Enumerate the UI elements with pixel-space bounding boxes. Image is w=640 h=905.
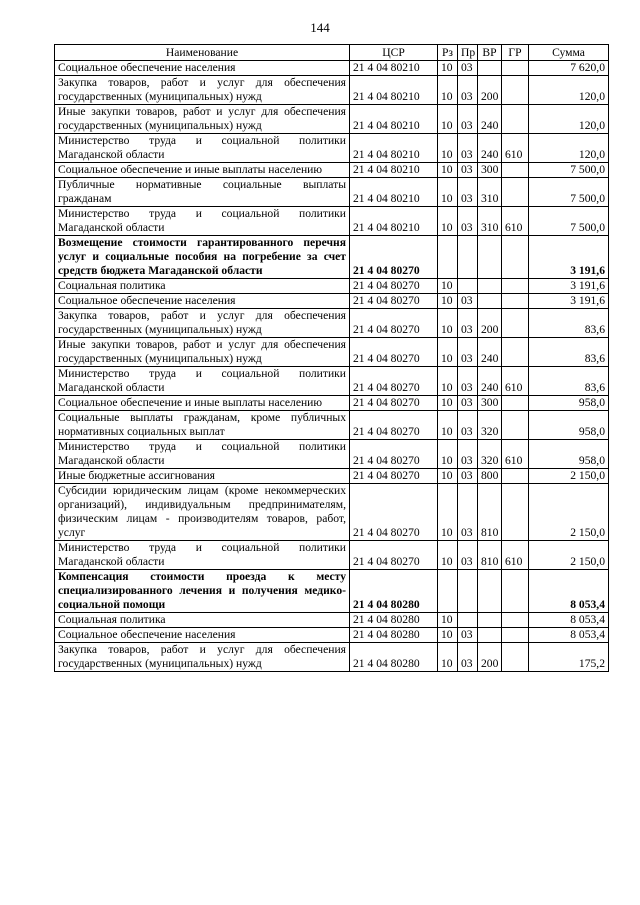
cell-rz: 10 bbox=[438, 411, 458, 440]
page-number: 144 bbox=[310, 20, 330, 35]
cell-rz: 10 bbox=[438, 338, 458, 367]
cell-rz: 10 bbox=[438, 396, 458, 411]
cell-code: 21 4 04 80270 bbox=[350, 338, 438, 367]
cell-name: Закупка товаров, работ и услуг для обеспечения государственных (муниципальных) нужд bbox=[55, 76, 350, 105]
cell-gr bbox=[502, 309, 529, 338]
cell-sum: 7 620,0 bbox=[529, 61, 609, 76]
cell-sum: 3 191,6 bbox=[529, 294, 609, 309]
cell-vr: 200 bbox=[478, 309, 502, 338]
table-row bbox=[55, 294, 609, 309]
cell-vr: 200 bbox=[478, 76, 502, 105]
cell-sum: 83,6 bbox=[529, 338, 609, 367]
cell-name: Социальное обеспечение и иные выплаты населению bbox=[55, 163, 350, 178]
cell-pr: 03 bbox=[458, 61, 478, 76]
cell-sum: 3 191,6 bbox=[529, 279, 609, 294]
table-row bbox=[55, 411, 609, 440]
cell-name: Министерство труда и социальной политики Магаданской области bbox=[55, 207, 350, 236]
cell-sum: 8 053,4 bbox=[529, 628, 609, 643]
cell-name: Социальные выплаты гражданам, кроме публичных нормативных социальных выплат bbox=[55, 411, 350, 440]
cell-name: Социальное обеспечение населения bbox=[55, 628, 350, 643]
cell-sum: 2 150,0 bbox=[529, 469, 609, 484]
cell-name: Субсидии юридическим лицам (кроме некоммерческих организаций), индивидуальным предпринимателям, физическим лицам - производителям товаров, работ, услуг bbox=[55, 484, 350, 541]
cell-pr: 03 bbox=[458, 207, 478, 236]
cell-vr: 800 bbox=[478, 469, 502, 484]
cell-name: Министерство труда и социальной политики Магаданской области bbox=[55, 367, 350, 396]
cell-code: 21 4 04 80270 bbox=[350, 294, 438, 309]
cell-sum: 120,0 bbox=[529, 76, 609, 105]
cell-code: 21 4 04 80210 bbox=[350, 207, 438, 236]
cell-pr: 03 bbox=[458, 411, 478, 440]
cell-name: Министерство труда и социальной политики Магаданской области bbox=[55, 134, 350, 163]
cell-gr bbox=[502, 411, 529, 440]
cell-pr: 03 bbox=[458, 541, 478, 570]
table-row bbox=[55, 643, 609, 672]
cell-vr: 310 bbox=[478, 207, 502, 236]
cell-vr: 320 bbox=[478, 411, 502, 440]
table-row bbox=[55, 367, 609, 396]
cell-vr bbox=[478, 570, 502, 613]
cell-name: Министерство труда и социальной политики Магаданской области bbox=[55, 541, 350, 570]
cell-gr bbox=[502, 76, 529, 105]
cell-name: Возмещение стоимости гарантированного перечня услуг и социальные пособия на погребение за счет средств бюджета Магаданской области bbox=[55, 236, 350, 279]
cell-vr: 320 bbox=[478, 440, 502, 469]
cell-code: 21 4 04 80210 bbox=[350, 76, 438, 105]
cell-gr bbox=[502, 643, 529, 672]
cell-rz: 10 bbox=[438, 207, 458, 236]
header-rz: Рз bbox=[438, 45, 458, 61]
cell-pr bbox=[458, 570, 478, 613]
cell-pr: 03 bbox=[458, 440, 478, 469]
header-vr: ВР bbox=[478, 45, 502, 61]
cell-code: 21 4 04 80270 bbox=[350, 440, 438, 469]
cell-sum: 120,0 bbox=[529, 105, 609, 134]
table-row bbox=[55, 279, 609, 294]
cell-code: 21 4 04 80270 bbox=[350, 484, 438, 541]
cell-code: 21 4 04 80270 bbox=[350, 309, 438, 338]
cell-vr bbox=[478, 61, 502, 76]
cell-vr bbox=[478, 279, 502, 294]
cell-rz: 10 bbox=[438, 279, 458, 294]
cell-gr: 610 bbox=[502, 367, 529, 396]
cell-rz: 10 bbox=[438, 440, 458, 469]
cell-pr: 03 bbox=[458, 396, 478, 411]
cell-gr: 610 bbox=[502, 207, 529, 236]
cell-rz: 10 bbox=[438, 367, 458, 396]
cell-rz bbox=[438, 570, 458, 613]
cell-gr bbox=[502, 61, 529, 76]
table-row bbox=[55, 163, 609, 178]
cell-pr: 03 bbox=[458, 105, 478, 134]
cell-vr bbox=[478, 236, 502, 279]
cell-pr bbox=[458, 279, 478, 294]
cell-vr bbox=[478, 294, 502, 309]
cell-name: Социальное обеспечение населения bbox=[55, 294, 350, 309]
cell-rz: 10 bbox=[438, 628, 458, 643]
cell-vr: 240 bbox=[478, 134, 502, 163]
cell-sum: 958,0 bbox=[529, 411, 609, 440]
cell-name: Социальная политика bbox=[55, 613, 350, 628]
cell-code: 21 4 04 80210 bbox=[350, 163, 438, 178]
cell-sum: 3 191,6 bbox=[529, 236, 609, 279]
header-name: Наименование bbox=[55, 45, 350, 61]
table-row bbox=[55, 440, 609, 469]
cell-pr bbox=[458, 613, 478, 628]
cell-gr bbox=[502, 469, 529, 484]
cell-rz: 10 bbox=[438, 541, 458, 570]
cell-code: 21 4 04 80270 bbox=[350, 279, 438, 294]
cell-sum: 958,0 bbox=[529, 440, 609, 469]
cell-vr: 200 bbox=[478, 643, 502, 672]
cell-code: 21 4 04 80210 bbox=[350, 134, 438, 163]
cell-sum: 83,6 bbox=[529, 309, 609, 338]
cell-vr: 240 bbox=[478, 338, 502, 367]
cell-name: Иные закупки товаров, работ и услуг для обеспечения государственных (муниципальных) нужд bbox=[55, 105, 350, 134]
cell-gr bbox=[502, 279, 529, 294]
cell-sum: 7 500,0 bbox=[529, 207, 609, 236]
cell-sum: 7 500,0 bbox=[529, 163, 609, 178]
cell-pr: 03 bbox=[458, 134, 478, 163]
table-row bbox=[55, 309, 609, 338]
table-row bbox=[55, 207, 609, 236]
cell-rz: 10 bbox=[438, 76, 458, 105]
cell-code: 21 4 04 80280 bbox=[350, 570, 438, 613]
cell-rz: 10 bbox=[438, 134, 458, 163]
table-row bbox=[55, 613, 609, 628]
header-sum: Сумма bbox=[529, 45, 609, 61]
cell-gr bbox=[502, 178, 529, 207]
cell-vr: 240 bbox=[478, 367, 502, 396]
cell-rz: 10 bbox=[438, 643, 458, 672]
cell-code: 21 4 04 80280 bbox=[350, 643, 438, 672]
cell-name: Министерство труда и социальной политики Магаданской области bbox=[55, 440, 350, 469]
cell-rz bbox=[438, 236, 458, 279]
table-row bbox=[55, 484, 609, 541]
table-row bbox=[55, 178, 609, 207]
table-row bbox=[55, 570, 609, 613]
cell-pr: 03 bbox=[458, 163, 478, 178]
cell-name: Закупка товаров, работ и услуг для обеспечения государственных (муниципальных) нужд bbox=[55, 643, 350, 672]
table-header-row bbox=[55, 45, 609, 61]
cell-code: 21 4 04 80280 bbox=[350, 613, 438, 628]
cell-gr bbox=[502, 294, 529, 309]
cell-gr bbox=[502, 396, 529, 411]
cell-code: 21 4 04 80270 bbox=[350, 396, 438, 411]
header-pr: Пр bbox=[458, 45, 478, 61]
cell-pr: 03 bbox=[458, 628, 478, 643]
cell-gr bbox=[502, 484, 529, 541]
cell-sum: 8 053,4 bbox=[529, 570, 609, 613]
header-gr: ГР bbox=[502, 45, 529, 61]
cell-sum: 83,6 bbox=[529, 367, 609, 396]
cell-sum: 120,0 bbox=[529, 134, 609, 163]
header-code: ЦСР bbox=[350, 45, 438, 61]
cell-code: 21 4 04 80210 bbox=[350, 61, 438, 76]
cell-gr: 610 bbox=[502, 541, 529, 570]
cell-pr: 03 bbox=[458, 338, 478, 367]
cell-gr bbox=[502, 163, 529, 178]
cell-gr bbox=[502, 570, 529, 613]
cell-sum: 175,2 bbox=[529, 643, 609, 672]
cell-sum: 7 500,0 bbox=[529, 178, 609, 207]
cell-code: 21 4 04 80270 bbox=[350, 236, 438, 279]
cell-rz: 10 bbox=[438, 294, 458, 309]
cell-gr bbox=[502, 613, 529, 628]
cell-pr: 03 bbox=[458, 178, 478, 207]
cell-code: 21 4 04 80210 bbox=[350, 105, 438, 134]
cell-rz: 10 bbox=[438, 105, 458, 134]
cell-name: Социальное обеспечение и иные выплаты населению bbox=[55, 396, 350, 411]
table-row bbox=[55, 541, 609, 570]
cell-code: 21 4 04 80270 bbox=[350, 411, 438, 440]
cell-sum: 2 150,0 bbox=[529, 484, 609, 541]
cell-sum: 2 150,0 bbox=[529, 541, 609, 570]
cell-code: 21 4 04 80210 bbox=[350, 178, 438, 207]
cell-pr bbox=[458, 236, 478, 279]
cell-pr: 03 bbox=[458, 367, 478, 396]
table-row bbox=[55, 134, 609, 163]
cell-name: Публичные нормативные социальные выплаты гражданам bbox=[55, 178, 350, 207]
cell-rz: 10 bbox=[438, 613, 458, 628]
cell-rz: 10 bbox=[438, 309, 458, 338]
table-row bbox=[55, 105, 609, 134]
cell-gr bbox=[502, 105, 529, 134]
cell-vr bbox=[478, 628, 502, 643]
cell-rz: 10 bbox=[438, 469, 458, 484]
cell-rz: 10 bbox=[438, 484, 458, 541]
cell-gr: 610 bbox=[502, 134, 529, 163]
cell-pr: 03 bbox=[458, 469, 478, 484]
table-row bbox=[55, 76, 609, 105]
cell-gr bbox=[502, 236, 529, 279]
cell-name: Социальная политика bbox=[55, 279, 350, 294]
table-row bbox=[55, 61, 609, 76]
table-row bbox=[55, 236, 609, 279]
cell-vr: 240 bbox=[478, 105, 502, 134]
table-row bbox=[55, 396, 609, 411]
cell-vr: 810 bbox=[478, 541, 502, 570]
cell-gr: 610 bbox=[502, 440, 529, 469]
cell-sum: 8 053,4 bbox=[529, 613, 609, 628]
cell-name: Компенсация стоимости проезда к месту специализированного лечения и получения медико-социальной помощи bbox=[55, 570, 350, 613]
cell-name: Иные бюджетные ассигнования bbox=[55, 469, 350, 484]
cell-pr: 03 bbox=[458, 294, 478, 309]
cell-pr: 03 bbox=[458, 309, 478, 338]
cell-rz: 10 bbox=[438, 178, 458, 207]
cell-code: 21 4 04 80270 bbox=[350, 541, 438, 570]
cell-pr: 03 bbox=[458, 643, 478, 672]
table-body bbox=[55, 61, 609, 672]
cell-name: Иные закупки товаров, работ и услуг для обеспечения государственных (муниципальных) нужд bbox=[55, 338, 350, 367]
cell-code: 21 4 04 80270 bbox=[350, 367, 438, 396]
cell-pr: 03 bbox=[458, 76, 478, 105]
cell-vr bbox=[478, 613, 502, 628]
cell-rz: 10 bbox=[438, 163, 458, 178]
cell-gr bbox=[502, 338, 529, 367]
cell-vr: 300 bbox=[478, 396, 502, 411]
cell-vr: 300 bbox=[478, 163, 502, 178]
cell-vr: 310 bbox=[478, 178, 502, 207]
cell-code: 21 4 04 80270 bbox=[350, 469, 438, 484]
cell-sum: 958,0 bbox=[529, 396, 609, 411]
cell-code: 21 4 04 80280 bbox=[350, 628, 438, 643]
cell-name: Социальное обеспечение населения bbox=[55, 61, 350, 76]
table-row bbox=[55, 628, 609, 643]
cell-rz: 10 bbox=[438, 61, 458, 76]
cell-vr: 810 bbox=[478, 484, 502, 541]
cell-pr: 03 bbox=[458, 484, 478, 541]
table-row bbox=[55, 338, 609, 367]
budget-table bbox=[54, 44, 609, 672]
table-row bbox=[55, 469, 609, 484]
cell-gr bbox=[502, 628, 529, 643]
cell-name: Закупка товаров, работ и услуг для обеспечения государственных (муниципальных) нужд bbox=[55, 309, 350, 338]
